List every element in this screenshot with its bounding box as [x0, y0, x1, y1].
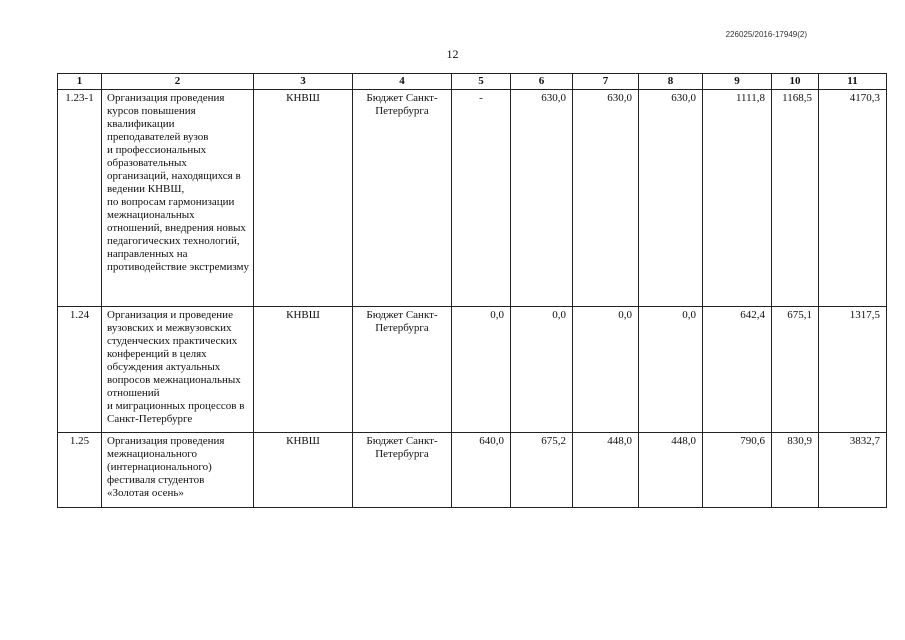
column-header: 7 — [573, 74, 639, 90]
column-header: 2 — [102, 74, 254, 90]
item-title: Организация проведения курсов повышения квалификации преподавателей вузов и профессиональных образовательных организаций, находящихся в ведении КНВШ, по вопросам гармонизации межнациональных отношений, внедрения новых педагогических технологий, направленных на противодействие экстремизму — [102, 90, 254, 307]
value-col-11: 3832,7 — [819, 433, 887, 508]
value-col-8: 0,0 — [639, 307, 703, 433]
value-col-11: 4170,3 — [819, 90, 887, 307]
document-id: 226025/2016-17949(2) — [725, 30, 807, 39]
table-row — [58, 90, 887, 307]
item-funding-source: Бюджет Санкт-Петербурга — [353, 90, 452, 307]
item-number: 1.23-1 — [58, 90, 102, 307]
item-title: Организация и проведение вузовских и межвузовских студенческих практических конференций в целях обсуждения актуальных вопросов межнациональных отношений и миграционных процессов в Санкт-Петербурге — [102, 307, 254, 433]
value-col-6: 630,0 — [511, 90, 573, 307]
value-col-9: 642,4 — [703, 307, 772, 433]
page-number: 12 — [446, 47, 459, 61]
value-col-5: - — [452, 90, 511, 307]
item-funding-source: Бюджет Санкт-Петербурга — [353, 433, 452, 508]
column-header: 8 — [639, 74, 703, 90]
value-col-8: 448,0 — [639, 433, 703, 508]
column-header: 10 — [772, 74, 819, 90]
value-col-7: 448,0 — [573, 433, 639, 508]
item-executor: КНВШ — [254, 307, 353, 433]
column-header: 6 — [511, 74, 573, 90]
column-header: 11 — [819, 74, 887, 90]
column-header: 9 — [703, 74, 772, 90]
value-col-10: 830,9 — [772, 433, 819, 508]
value-col-11: 1317,5 — [819, 307, 887, 433]
item-number: 1.25 — [58, 433, 102, 508]
table-row — [58, 433, 887, 508]
column-header: 1 — [58, 74, 102, 90]
column-header: 5 — [452, 74, 511, 90]
value-col-6: 0,0 — [511, 307, 573, 433]
value-col-10: 675,1 — [772, 307, 819, 433]
table-row — [58, 307, 887, 433]
value-col-9: 790,6 — [703, 433, 772, 508]
column-header: 3 — [254, 74, 353, 90]
item-executor: КНВШ — [254, 433, 353, 508]
program-table — [57, 73, 887, 508]
value-col-10: 1168,5 — [772, 90, 819, 307]
value-col-9: 1111,8 — [703, 90, 772, 307]
value-col-7: 0,0 — [573, 307, 639, 433]
item-title: Организация проведения межнационального (интернационального) фестиваля студентов «Золотая осень» — [102, 433, 254, 508]
item-number: 1.24 — [58, 307, 102, 433]
value-col-7: 630,0 — [573, 90, 639, 307]
table-header-row — [58, 74, 887, 90]
column-header: 4 — [353, 74, 452, 90]
item-executor: КНВШ — [254, 90, 353, 307]
value-col-8: 630,0 — [639, 90, 703, 307]
value-col-5: 640,0 — [452, 433, 511, 508]
value-col-5: 0,0 — [452, 307, 511, 433]
value-col-6: 675,2 — [511, 433, 573, 508]
item-funding-source: Бюджет Санкт-Петербурга — [353, 307, 452, 433]
